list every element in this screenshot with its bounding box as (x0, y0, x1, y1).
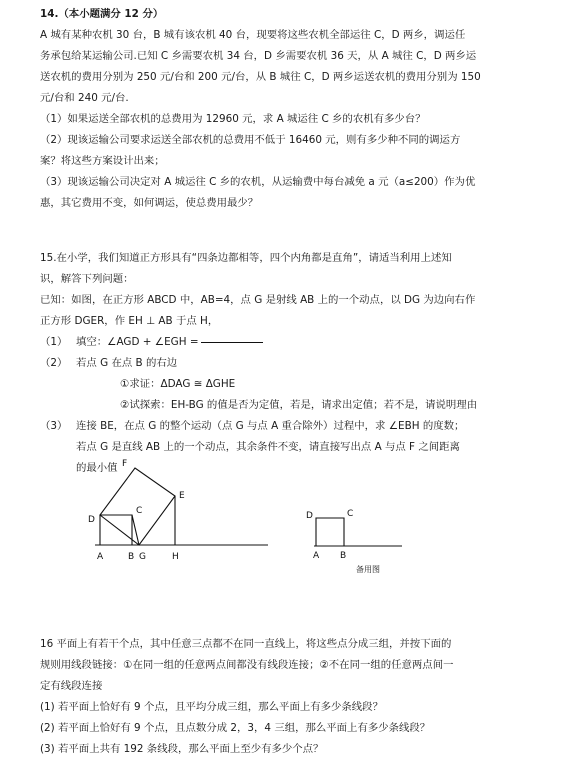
q15-part-3-cont: 若点 G 是直线 AB 上的一个动点，其余条件不变，请直接写出点 A 与点 F 之间距离 (76, 441, 460, 453)
q15-part-2-text: 若点 G 在点 B 的右边 (76, 357, 178, 369)
label-e: E (179, 491, 185, 501)
q15-part-1 (40, 332, 560, 353)
label-h: H (172, 552, 179, 562)
q14-stem-line: 送农机的费用分别为 250 元/台和 200 元/台，从 B 城往 C，D 两乡运送农机的费用分别为 150 (40, 71, 481, 83)
q15-given: 已知：如图，在正方形 ABCD 中，AB=4，点 G 是射线 AB 上的一个动点，以 DG 为边向右作 (40, 294, 476, 306)
square-abcd (100, 515, 132, 545)
label-b: B (340, 551, 347, 561)
label-d: D (306, 511, 313, 521)
q14-stem-line: 务承包给某运输公司.已知 C 乡需要农机 34 台，D 乡需要农机 36 天，从 A 城往 C，D 两乡运 (40, 50, 477, 62)
q15-part-2-number: （2） (40, 357, 68, 369)
q14-part-2: （2）现该运输公司要求运送全部农机的总费用不低于 16460 元，则有多少种不同的调运方 (40, 134, 461, 146)
q14-part-1: （1）如果运送全部农机的总费用为 12960 元，求 A 城运往 C 乡的农机有多少台？ (40, 113, 426, 125)
label-g: G (139, 552, 146, 562)
label-c: C (136, 506, 143, 516)
q16-part-2: (2) 若平面上恰好有 9 个点，且点数分成 2，3，4 三组，那么平面上有多少条线段？ (40, 722, 431, 734)
label-d: D (88, 515, 95, 525)
q15-part-1-text: 填空：∠AGD + ∠EGH = (76, 336, 199, 348)
q16-intro: 16 平面上有若干个点，其中任意三点都不在同一直线上，将这些点分成三组，并按下面的 (40, 638, 452, 650)
square-abcd (316, 518, 344, 546)
label-a: A (97, 552, 104, 562)
question-16 (40, 634, 560, 760)
q14-title: 14.（本小题满分 12 分） (40, 8, 164, 20)
q15-intro: 15.在小学，我们知道正方形具有“四条边都相等，四个内角都是直角”，请适当利用上述知 (40, 252, 452, 264)
q15-part-2-ii: ②试探索：EH-BG 的值是否为定值，若是，请求出定值；若不是，请说明理由 (120, 399, 478, 411)
q15-given-cont: 正方形 DGER，作 EH ⊥ AB 于点 H， (40, 315, 219, 327)
q15-part-3-cont: 的最小值 (76, 462, 118, 474)
q14-stem-line: A 城有某种农机 30 台，B 城有该农机 40 台，现要将这些农机全部运往 C，D 两乡，调运任 (40, 29, 466, 41)
label-b: B (128, 552, 135, 562)
q15-figure-main (80, 458, 270, 568)
q14-part-3-cont: 惠，其它费用不变，如何调运，使总费用最少？ (40, 197, 259, 209)
label-a: A (313, 551, 320, 561)
q14-stem-line: 元/台和 240 元/台. (40, 92, 129, 104)
q14-part-3: （3）现该运输公司决定对 A 城运往 C 乡的农机，从运输费中每台减免 a 元（a≤200）作为优 (40, 176, 476, 188)
q14-part-2-cont: 案？将这些方案设计出来； (40, 155, 165, 167)
label-c: C (347, 509, 354, 519)
q15-part-3-text: 连接 BE，在点 G 的整个运动（点 G 与点 A 重合除外）过程中，求 ∠EBH 的度数； (76, 420, 465, 432)
q16-intro-cont: 定有线段连接 (40, 680, 103, 692)
q15-part-2-i: ①求证：ΔDAG ≅ ΔGHE (120, 378, 236, 390)
q15-intro-cont: 识，解答下列问题： (40, 273, 134, 285)
question-14 (40, 4, 560, 214)
label-f: F (122, 459, 128, 469)
q15-part-3-number: （3） (40, 420, 68, 432)
q16-intro-cont: 规则用线段链接：①在同一组的任意两点间都没有线段连接；②不在同一组的任意两点间一 (40, 659, 454, 671)
q15-figure-spare (300, 500, 410, 580)
q15-part-2 (40, 353, 560, 374)
spare-figure-caption: 备用图 (356, 565, 380, 574)
question-15 (40, 248, 560, 479)
q16-part-1: (1) 若平面上恰好有 9 个点，且平均分成三组，那么平面上有多少条线段？ (40, 701, 383, 713)
q15-part-1-number: （1） (40, 336, 68, 348)
answer-blank (201, 332, 263, 343)
q15-part-3 (40, 416, 560, 437)
q16-part-3: (3) 若平面上共有 192 条线段，那么平面上至少有多少个点？ (40, 743, 324, 755)
